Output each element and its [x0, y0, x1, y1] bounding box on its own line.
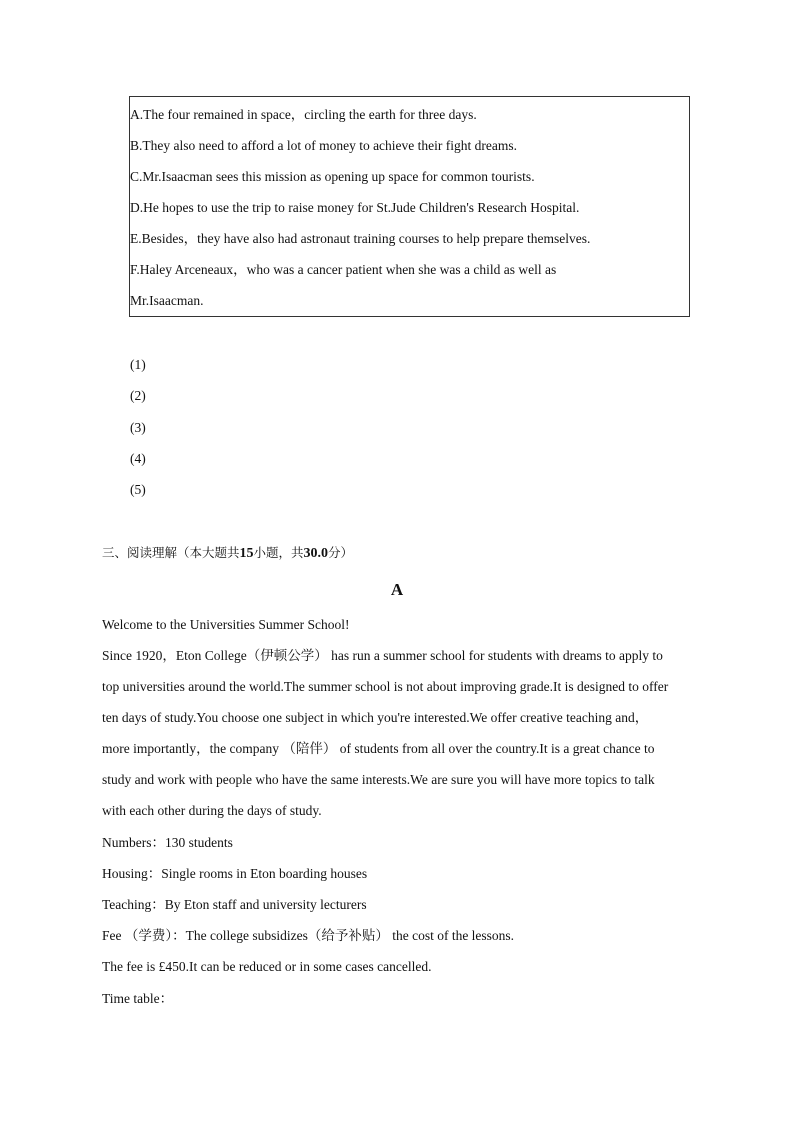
option-f-continued: Mr.Isaacman.: [130, 293, 204, 308]
passage-line: Since 1920，Eton College（伊顿公学） has run a summer school for students with dreams to apply to: [102, 648, 663, 663]
passage-line: with each other during the days of study.: [102, 803, 322, 818]
answer-blank-5: (5): [130, 482, 146, 497]
answer-blank-4: (4): [130, 451, 146, 466]
option-a: A.The four remained in space，circling the earth for three days.: [130, 107, 477, 122]
passage-line: top universities around the world.The summer school is not about improving grade.It is designed to offer: [102, 679, 669, 694]
info-teaching: Teaching：By Eton staff and university lecturers: [102, 897, 367, 912]
answer-blank-1: (1): [130, 357, 146, 372]
answer-blank-3: (3): [130, 420, 146, 435]
passage-line: study and work with people who have the same interests.We are sure you will have more topics to talk: [102, 772, 655, 787]
info-fee: Fee （学费）：The college subsidizes（给予补贴） the cost of the lessons.: [102, 928, 515, 943]
option-c: C.Mr.Isaacman sees this mission as opening up space for common tourists.: [130, 169, 535, 184]
passage-title: A: [390, 580, 404, 599]
info-fee-detail: The fee is £450.It can be reduced or in some cases cancelled.: [102, 959, 432, 974]
passage-line: ten days of study.You choose one subject in which you're interested.We offer creative teaching and，: [102, 710, 649, 725]
option-e: E.Besides，they have also had astronaut training courses to help prepare themselves.: [130, 231, 591, 246]
info-housing: Housing：Single rooms in Eton boarding houses: [102, 866, 368, 881]
option-f: F.Haley Arceneaux，who was a cancer patient when she was a child as well as: [130, 262, 557, 277]
passage-line: more importantly，the company （陪伴） of students from all over the country.It is a great chance to: [102, 741, 655, 756]
options-box: [129, 96, 690, 317]
section-heading: 三、阅读理解（本大题共15小题，共30.0分）: [102, 545, 354, 561]
option-d: D.He hopes to use the trip to raise money for St.Jude Children's Research Hospital.: [130, 200, 580, 215]
answer-blank-2: (2): [130, 388, 146, 403]
info-timetable: Time table：: [102, 991, 174, 1006]
passage-line: Welcome to the Universities Summer School!: [102, 617, 350, 632]
info-numbers: Numbers：130 students: [102, 835, 233, 850]
option-b: B.They also need to afford a lot of money to achieve their fight dreams.: [130, 138, 518, 153]
